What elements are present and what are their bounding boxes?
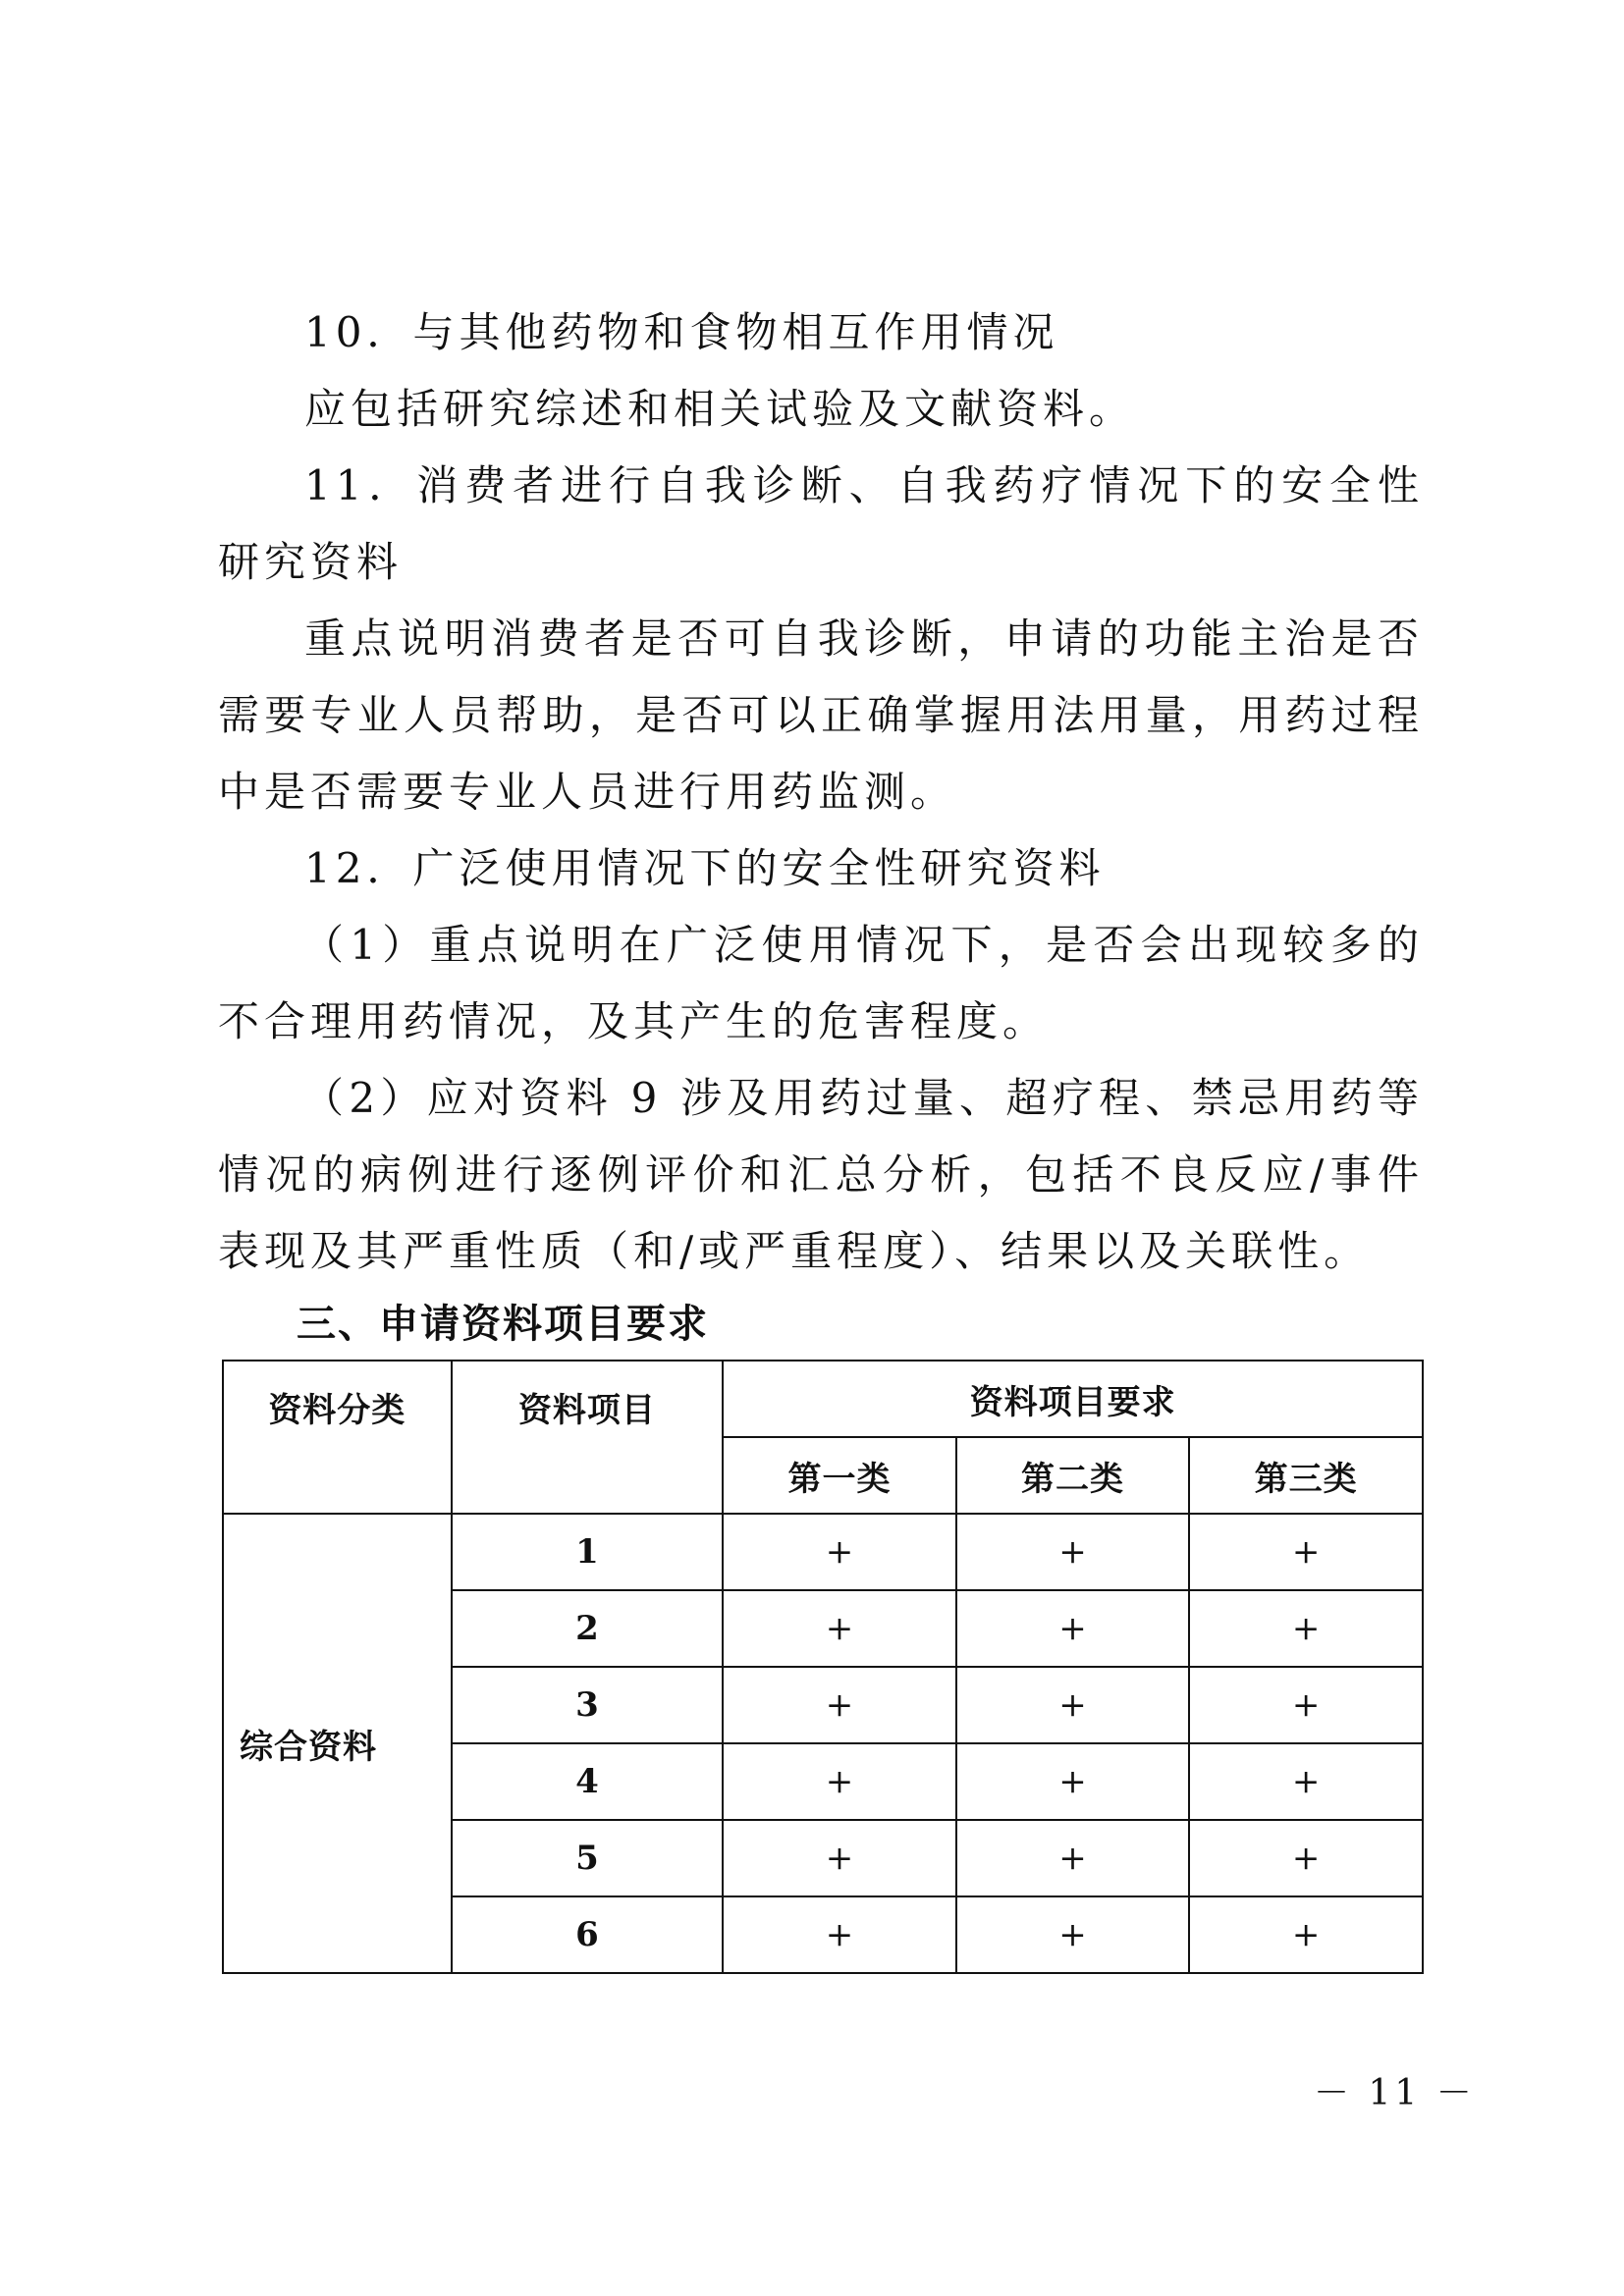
requirement-cell: + bbox=[723, 1820, 956, 1896]
requirement-cell: + bbox=[956, 1896, 1190, 1973]
header-class-3: 第三类 bbox=[1189, 1437, 1423, 1514]
paragraph-item-10-title: 10．与其他药物和食物相互作用情况 bbox=[304, 308, 1059, 356]
table-header-row bbox=[223, 1361, 1423, 1437]
item-number: 1 bbox=[452, 1514, 724, 1590]
requirement-cell: + bbox=[956, 1820, 1190, 1896]
requirement-cell: + bbox=[956, 1590, 1190, 1667]
category-cell: 综合资料 bbox=[223, 1514, 452, 1973]
header-class-1: 第一类 bbox=[723, 1437, 956, 1514]
requirement-cell: + bbox=[723, 1590, 956, 1667]
header-requirements: 资料项目要求 bbox=[723, 1361, 1423, 1437]
item-number: 5 bbox=[452, 1820, 724, 1896]
requirement-cell: + bbox=[956, 1667, 1190, 1743]
paragraph-item-12-point-2: （2）应对资料 9 涉及用药过量、超疗程、禁忌用药等情况的病例进行逐例评价和汇总分析，包括不良反应/事件表现及其严重性质（和/或严重程度）、结果以及关联性。 bbox=[218, 1074, 1424, 1275]
section-heading: 三、申请资料项目要求 bbox=[297, 1302, 709, 1347]
header-category: 资料分类 bbox=[223, 1361, 452, 1514]
item-number: 2 bbox=[452, 1590, 724, 1667]
requirement-cell: + bbox=[1189, 1743, 1423, 1820]
item-number: 3 bbox=[452, 1667, 724, 1743]
requirements-table bbox=[222, 1360, 1424, 1974]
header-item: 资料项目 bbox=[452, 1361, 724, 1514]
paragraph-item-11-title: 11．消费者进行自我诊断、自我药疗情况下的安全性研究资料 bbox=[218, 461, 1424, 586]
requirement-cell: + bbox=[1189, 1667, 1423, 1743]
paragraph-item-12-point-1: （1）重点说明在广泛使用情况下，是否会出现较多的不合理用药情况，及其产生的危害程度。 bbox=[218, 921, 1424, 1045]
requirement-cell: + bbox=[723, 1896, 956, 1973]
requirement-cell: + bbox=[723, 1514, 956, 1590]
document-body bbox=[218, 294, 1424, 1351]
paragraph-item-11-body: 重点说明消费者是否可自我诊断，申请的功能主治是否需要专业人员帮助，是否可以正确掌握用法用量，用药过程中是否需要专业人员进行用药监测。 bbox=[218, 614, 1424, 816]
item-number: 6 bbox=[452, 1896, 724, 1973]
requirement-cell: + bbox=[956, 1743, 1190, 1820]
requirement-cell: + bbox=[1189, 1514, 1423, 1590]
requirement-cell: + bbox=[1189, 1820, 1423, 1896]
table-row bbox=[223, 1514, 1423, 1590]
requirement-cell: + bbox=[1189, 1590, 1423, 1667]
header-class-2: 第二类 bbox=[956, 1437, 1190, 1514]
page-number: － 11 － bbox=[1314, 2073, 1476, 2113]
paragraph-item-10-body: 应包括研究综述和相关试验及文献资料。 bbox=[304, 385, 1136, 433]
requirement-cell: + bbox=[723, 1667, 956, 1743]
item-number: 4 bbox=[452, 1743, 724, 1820]
requirement-cell: + bbox=[956, 1514, 1190, 1590]
requirement-cell: + bbox=[723, 1743, 956, 1820]
paragraph-item-12-title: 12．广泛使用情况下的安全性研究资料 bbox=[304, 844, 1106, 892]
requirement-cell: + bbox=[1189, 1896, 1423, 1973]
